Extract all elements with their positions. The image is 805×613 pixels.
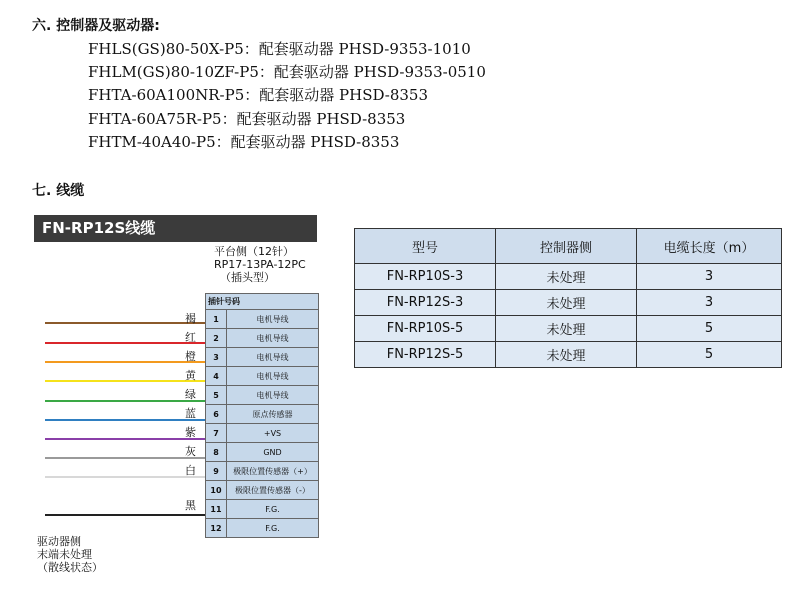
pin-label: 电机导线 [227, 310, 319, 329]
driver-side-label [37, 535, 103, 574]
wire-label: 蓝 [185, 407, 196, 420]
cell-controller-side: 未处理 [496, 264, 637, 290]
cell-controller-side: 未处理 [496, 316, 637, 342]
pin-row [206, 424, 319, 443]
pin-row [206, 367, 319, 386]
driver-side-line: （散线状态） [37, 561, 103, 574]
wire-label: 褐 [185, 312, 196, 325]
table-row [355, 264, 782, 290]
controller-line: FHLS(GS)80-50X-P5：配套驱动器 PHSD-9353-1010 [88, 40, 471, 58]
cable-spec-table [354, 228, 782, 368]
pin-row [206, 329, 319, 348]
pin-number: 9 [206, 462, 227, 481]
table-row [355, 316, 782, 342]
pin-number: 4 [206, 367, 227, 386]
wire-label: 橙 [185, 350, 196, 363]
cell-model: FN-RP10S-5 [355, 316, 496, 342]
cell-model: FN-RP10S-3 [355, 264, 496, 290]
pin-row [206, 386, 319, 405]
cell-controller-side: 未处理 [496, 342, 637, 368]
pin-label: GND [227, 443, 319, 462]
wire-label: 灰 [185, 445, 196, 458]
pin-row [206, 462, 319, 481]
controller-line: FHTA-60A75R-P5：配套驱动器 PHSD-8353 [88, 110, 406, 128]
pin-row [206, 405, 319, 424]
pin-row [206, 481, 319, 500]
pin-row [206, 500, 319, 519]
pin-number: 8 [206, 443, 227, 462]
pin-label: 电机导线 [227, 329, 319, 348]
section7-title: 七. 线缆 [32, 183, 85, 199]
wire-red [45, 342, 205, 344]
pin-number: 5 [206, 386, 227, 405]
pin-number: 7 [206, 424, 227, 443]
pin-label: 极限位置传感器（-） [227, 481, 319, 500]
pin-label: F.G. [227, 500, 319, 519]
wire-purple [45, 438, 205, 440]
controller-line: FHTM-40A40-P5：配套驱动器 PHSD-8353 [88, 133, 400, 151]
table-header-row [355, 229, 782, 264]
pin-number: 11 [206, 500, 227, 519]
wire-orange [45, 361, 205, 363]
wire-yellow [45, 380, 205, 382]
controller-line: FHLM(GS)80-10ZF-P5：配套驱动器 PHSD-9353-0510 [88, 63, 486, 81]
driver-side-line: 末端未处理 [37, 548, 92, 561]
cell-length: 5 [637, 342, 782, 368]
wire-green [45, 400, 205, 402]
pin-label: 原点传感器 [227, 405, 319, 424]
section6-title: 六. 控制器及驱动器: [32, 18, 160, 34]
wire-label: 紫 [185, 426, 196, 439]
platform-side-line: （插头型） [220, 271, 275, 284]
table-row [355, 290, 782, 316]
cell-model: FN-RP12S-5 [355, 342, 496, 368]
header-cable-length: 电缆长度（m） [637, 229, 782, 264]
platform-side-label [214, 245, 306, 284]
wire-label: 黄 [185, 369, 196, 382]
pin-header: 插针号码 [206, 294, 319, 310]
platform-side-line: 平台侧（12针） [214, 245, 294, 258]
wire-blue [45, 419, 205, 421]
pin-table [205, 293, 319, 538]
pin-label: 电机导线 [227, 348, 319, 367]
pin-row [206, 519, 319, 538]
wire-label: 白 [185, 464, 196, 477]
pin-number: 10 [206, 481, 227, 500]
table-row [355, 342, 782, 368]
diagram-title: FN-RP12S线缆 [34, 215, 317, 242]
wire-black [45, 514, 205, 516]
driver-side-line: 驱动器侧 [37, 535, 81, 548]
pin-label: 极限位置传感器（+） [227, 462, 319, 481]
pin-number: 2 [206, 329, 227, 348]
wire-label: 绿 [185, 388, 196, 401]
pin-number: 6 [206, 405, 227, 424]
pin-number: 3 [206, 348, 227, 367]
pin-row [206, 310, 319, 329]
pin-row [206, 443, 319, 462]
wire-label: 红 [185, 331, 196, 344]
cell-length: 3 [637, 264, 782, 290]
platform-side-line: RP17-13PA-12PC [214, 258, 306, 271]
cell-length: 3 [637, 290, 782, 316]
wire-gray [45, 457, 205, 459]
pin-label: 电机导线 [227, 367, 319, 386]
cell-model: FN-RP12S-3 [355, 290, 496, 316]
pin-label: +VS [227, 424, 319, 443]
pin-row [206, 348, 319, 367]
wire-white [45, 476, 205, 478]
pin-label: 电机导线 [227, 386, 319, 405]
cell-controller-side: 未处理 [496, 290, 637, 316]
cell-length: 5 [637, 316, 782, 342]
controller-line: FHTA-60A100NR-P5：配套驱动器 PHSD-8353 [88, 86, 429, 104]
pin-number: 1 [206, 310, 227, 329]
wire-label: 黑 [185, 499, 196, 512]
wire-brown [45, 322, 205, 324]
header-controller-side: 控制器侧 [496, 229, 637, 264]
header-model: 型号 [355, 229, 496, 264]
pin-label: F.G. [227, 519, 319, 538]
pin-number: 12 [206, 519, 227, 538]
